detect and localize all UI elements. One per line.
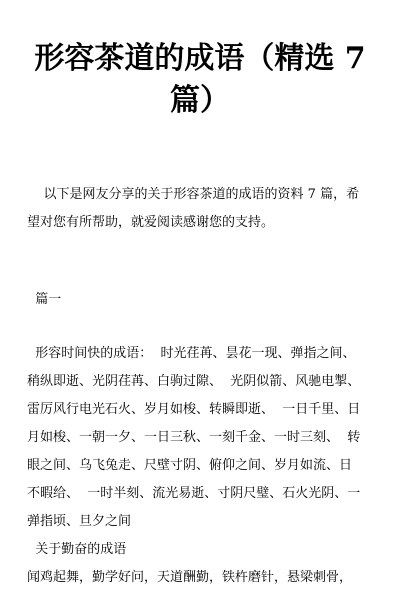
body-line-5: 眼之间、乌飞兔走、尺壁寸阴、俯仰之间、岁月如流、日 <box>27 458 353 473</box>
body-line-8: 关于勤奋的成语 <box>27 542 127 557</box>
body-line-9: 闻鸡起舞，勤学好问，天道酬勤，铁杵磨针，悬梁刺骨， <box>27 570 353 585</box>
section-heading: 篇一 <box>27 292 62 307</box>
intro-line-1: 以下是网友分享的关于形容茶道的成语的资料 7 篇，希 <box>27 187 360 202</box>
intro-line-2: 望对您有所帮助，就爱阅读感谢您的支持。 <box>27 215 275 230</box>
body-line-2: 稍纵即逝、光阴荏苒、白驹过隙、 光阴似箭、风驰电掣、 <box>27 374 361 389</box>
body-line-6: 不暇给、 一时半刻、流光易逝、寸阴尺璧、石火光阴、一 <box>27 486 361 501</box>
body-line-7: 弹指顷、旦夕之间 <box>27 514 132 529</box>
document-title: 形容茶道的成语（精选 7 篇） <box>34 41 366 118</box>
body-line-1: 形容时间快的成语： 时光荏苒、昙花一现、弹指之间、 <box>27 346 356 361</box>
body-line-3: 雷厉风行电光石火、岁月如梭、转瞬即逝、 一日千里、日 <box>27 402 361 417</box>
body-line-4: 月如梭、一朝一夕、一日三秋、一刻千金、一时三刻、 转 <box>27 430 361 445</box>
